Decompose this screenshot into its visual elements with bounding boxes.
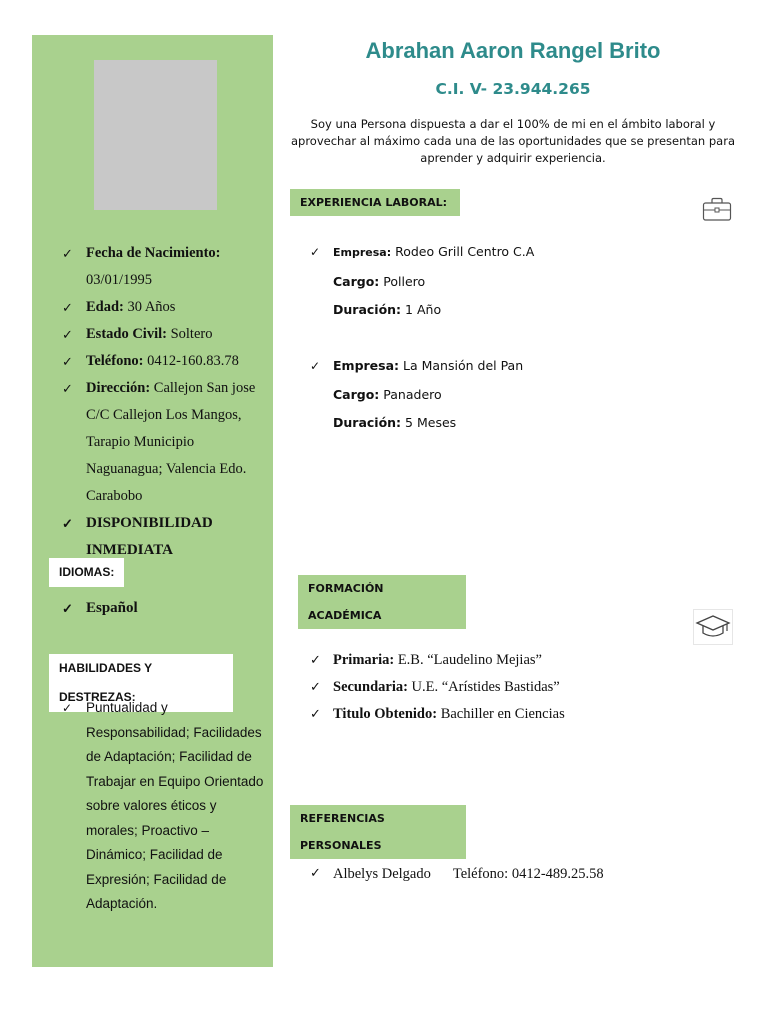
role-label: Cargo: (333, 386, 380, 402)
address-value: Callejon San jose C/C Callejon Los Mangos, Tarapio Municipio Naguanagua; Valencia Edo. Carabobo (86, 380, 256, 504)
checkmark-icon: ✓ (310, 866, 321, 881)
list-item (62, 294, 267, 321)
id-number: C.I. V- 23.944.265 (435, 80, 591, 98)
role-value: Panadero (383, 386, 442, 402)
checkmark-icon: ✓ (62, 381, 73, 396)
education-value: Bachiller en Ciencias (440, 706, 565, 722)
education-value: E.B. “Laudelino Mejias” (397, 652, 542, 668)
phone-value: 0412-160.83.78 (147, 353, 239, 369)
checkmark-icon: ✓ (310, 707, 321, 722)
list-item (62, 595, 138, 622)
checkmark-icon: ✓ (62, 246, 73, 261)
checkmark-icon: ✓ (62, 354, 73, 369)
age-label: Edad: (86, 299, 124, 315)
company-value: La Mansión del Pan (403, 358, 524, 373)
list-item (62, 510, 267, 564)
checkmark-icon: ✓ (310, 245, 321, 259)
checkmark-icon: ✓ (310, 653, 321, 668)
list-item (310, 701, 565, 728)
education-label: Primaria: (333, 652, 395, 668)
age-value: 30 Años (127, 299, 176, 315)
checkmark-icon: ✓ (310, 359, 321, 373)
company-label: Empresa: (333, 246, 392, 259)
birth-value: 03/01/1995 (86, 272, 153, 288)
list-item (310, 647, 565, 674)
civil-label: Estado Civil: (86, 326, 167, 342)
graduation-cap-icon (693, 609, 733, 645)
duration-label: Duración: (333, 415, 402, 430)
civil-value: Soltero (170, 326, 213, 342)
skills-text: Puntualidad y Responsabilidad; Facilidades de Adaptación; Facilidad de Trabajar en Equipo Orientado sobre valores éticos y morales; Proactivo – Dinámico; Facilidad de Expresión; Facilidad de Adaptación. (86, 700, 264, 911)
list-item (310, 352, 523, 381)
duration-label: Duración: (333, 302, 402, 317)
list-item (62, 240, 267, 294)
checkmark-icon: ✓ (310, 680, 321, 695)
phone-label: Teléfono: (86, 353, 144, 369)
reference-name: Albelys Delgado (333, 866, 431, 882)
company-value: Rodeo Grill Centro C.A (395, 244, 535, 259)
duration-value: 5 Meses (405, 415, 457, 430)
availability-text: DISPONIBILIDAD INMEDIATA (86, 515, 213, 558)
education-list (310, 647, 565, 728)
reference-phone: Teléfono: 0412-489.25.58 (452, 866, 604, 882)
list-item (62, 375, 267, 510)
birth-label: Fecha de Nacimiento: (86, 245, 221, 261)
personal-info-list (62, 240, 267, 564)
list-item (62, 321, 267, 348)
languages-list (62, 595, 138, 622)
role-label: Cargo: (333, 273, 380, 289)
education-label: Titulo Obtenido: (333, 706, 438, 722)
checkmark-icon: ✓ (62, 516, 73, 531)
company-label: Empresa: (333, 358, 400, 373)
references-list (310, 862, 604, 886)
address-label: Dirección: (86, 380, 151, 396)
role-value: Pollero (383, 273, 426, 289)
checkmark-icon: ✓ (62, 300, 73, 315)
list-item (310, 296, 534, 325)
languages-heading: IDIOMAS: (49, 558, 124, 587)
experience-heading: EXPERIENCIA LABORAL: (290, 189, 460, 216)
list-item (310, 409, 523, 438)
references-heading: REFERENCIAS PERSONALES (290, 805, 466, 859)
list-item (310, 238, 534, 268)
list-item (62, 696, 272, 917)
education-heading: FORMACIÓN ACADÉMICA (298, 575, 466, 629)
skills-heading: HABILIDADES Y DESTREZAS: (49, 654, 233, 712)
profile-summary: Soy una Persona dispuesta a dar el 100% de mi en el ámbito laboral y aprovechar al máximo cada una de las oportunidades que se presentan para aprender y adquirir experiencia. (290, 117, 735, 165)
list-item (310, 268, 534, 297)
page-title: Abrahan Aaron Rangel Brito (365, 38, 661, 63)
job-entry (310, 238, 534, 325)
education-value: U.E. “Arístides Bastidas” (411, 679, 560, 695)
briefcase-icon (702, 197, 732, 222)
education-label: Secundaria: (333, 679, 408, 695)
list-item (62, 348, 267, 375)
list-item (310, 674, 565, 701)
list-item (310, 862, 604, 886)
skills-list (62, 696, 272, 917)
checkmark-icon: ✓ (62, 701, 73, 715)
checkmark-icon: ✓ (62, 601, 73, 616)
profile-photo-placeholder (94, 60, 217, 210)
job-entry (310, 352, 523, 438)
language-item: Español (86, 600, 138, 616)
duration-value: 1 Año (405, 302, 442, 317)
list-item (310, 381, 523, 410)
sidebar (32, 35, 273, 967)
checkmark-icon: ✓ (62, 327, 73, 342)
